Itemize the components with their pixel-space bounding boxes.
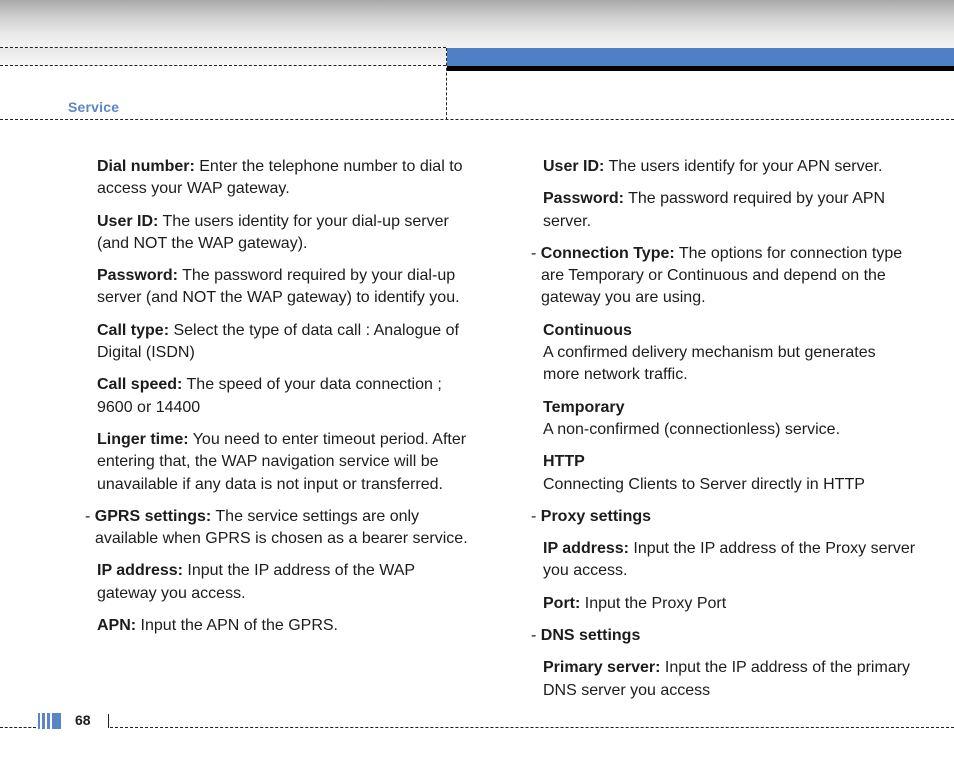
- subheading-description: A non-confirmed (connectionless) service.: [543, 420, 841, 438]
- definition-item: [543, 593, 916, 615]
- definition-text: Input the Proxy Port: [580, 594, 727, 612]
- definition-term: Primary server:: [543, 659, 661, 677]
- header-black-bar: [447, 66, 954, 71]
- section-label: Service: [68, 99, 120, 115]
- subheading-description: A confirmed delivery mechanism but generates more network traffic.: [543, 344, 876, 384]
- header-dashed-rule-top: [0, 47, 446, 48]
- definition-item: [97, 156, 470, 201]
- definition-item: [543, 156, 916, 178]
- definition-text: Select the type of data call : Analogue of Digital (ISDN): [97, 321, 459, 362]
- definition-text: Input the IP address of the WAP gateway you access.: [97, 562, 415, 602]
- definition-item: [97, 560, 470, 605]
- definition-item: [97, 374, 470, 419]
- footer-dashed-rule-left: [0, 727, 36, 728]
- subheading: Continuous: [543, 321, 632, 339]
- definition-item: [543, 538, 916, 583]
- right-column: [531, 156, 916, 712]
- definition-text: Input the IP address of the primary DNS server you access: [543, 659, 911, 699]
- definition-term: Password:: [543, 190, 624, 208]
- definition-term: Password:: [97, 267, 178, 285]
- definition-text: The users identify for your APN server.: [604, 158, 883, 175]
- header-blue-bar: [447, 48, 954, 66]
- definition-term: IP address:: [97, 562, 183, 580]
- header-dashed-divider: [446, 48, 447, 120]
- bullet-item: [85, 506, 470, 551]
- bullet-dash: -: [531, 507, 541, 525]
- definition-term: Port:: [543, 594, 581, 612]
- header-dashed-rule-bottom: [0, 119, 954, 120]
- definition-term: IP address:: [543, 540, 629, 558]
- bullet-dash: -: [531, 627, 541, 645]
- definition-term: Call type:: [97, 321, 170, 339]
- definition-text: The service settings are only available when GPRS is chosen as a bearer service.: [95, 507, 468, 548]
- definition-item: [97, 429, 470, 496]
- definition-text: The password required by your dial-up server (and NOT the WAP gateway) to identify you.: [97, 267, 460, 307]
- bullet-item: [531, 506, 916, 528]
- definition-text: The users identity for your dial-up server (and NOT the WAP gateway).: [97, 212, 449, 252]
- footer-bars-icon: [38, 713, 62, 729]
- definition-term: Proxy settings: [540, 507, 652, 525]
- definition-term: Dial number:: [97, 158, 195, 175]
- definition-term: User ID:: [543, 158, 605, 175]
- header-lower-band: [0, 48, 446, 66]
- definition-item: [97, 211, 470, 256]
- subheading: Temporary: [543, 398, 625, 416]
- definition-item: [543, 657, 916, 702]
- definition-term: Call speed:: [97, 376, 183, 394]
- definition-term: Connection Type:: [540, 244, 675, 262]
- bullet-item: [531, 243, 916, 310]
- bullet-dash: -: [531, 244, 541, 262]
- definition-text: The password required by your APN server.: [543, 190, 886, 230]
- definition-item: [543, 188, 916, 233]
- definition-text: Enter the telephone number to dial to access your WAP gateway.: [97, 158, 463, 198]
- definition-term: DNS settings: [540, 627, 641, 645]
- definition-term: Linger time:: [97, 430, 189, 448]
- definition-text: Input the IP address of the Proxy server you access.: [543, 540, 916, 580]
- page-number: 68: [75, 712, 91, 728]
- bullet-item: [531, 625, 916, 647]
- definition-item: [97, 265, 470, 310]
- definition-item: [97, 320, 470, 365]
- definition-text: You need to enter timeout period. After entering that, the WAP navigation service will be unavailable if any data is not input or transferred.: [97, 430, 467, 493]
- header-gradient-band: [0, 0, 954, 48]
- footer-tick: [108, 714, 109, 728]
- definition-term: User ID:: [97, 212, 159, 230]
- definition-term: GPRS settings:: [94, 507, 212, 525]
- definition-term: APN:: [97, 617, 137, 635]
- subheading: HTTP: [543, 453, 585, 471]
- subheading-description: Connecting Clients to Server directly in HTTP: [543, 475, 865, 493]
- bullet-dash: -: [85, 507, 95, 525]
- definition-text: The options for connection type are Temporary or Continuous and depend on the gateway you are using.: [541, 244, 903, 307]
- definition-item: [97, 615, 470, 637]
- footer-dashed-rule: [110, 727, 954, 728]
- definition-text: Input the APN of the GPRS.: [136, 617, 338, 635]
- definition-text: The speed of your data connection ; 9600 or 14400: [97, 376, 442, 416]
- left-column: [85, 156, 470, 647]
- header-dashed-rule-middle: [0, 65, 446, 66]
